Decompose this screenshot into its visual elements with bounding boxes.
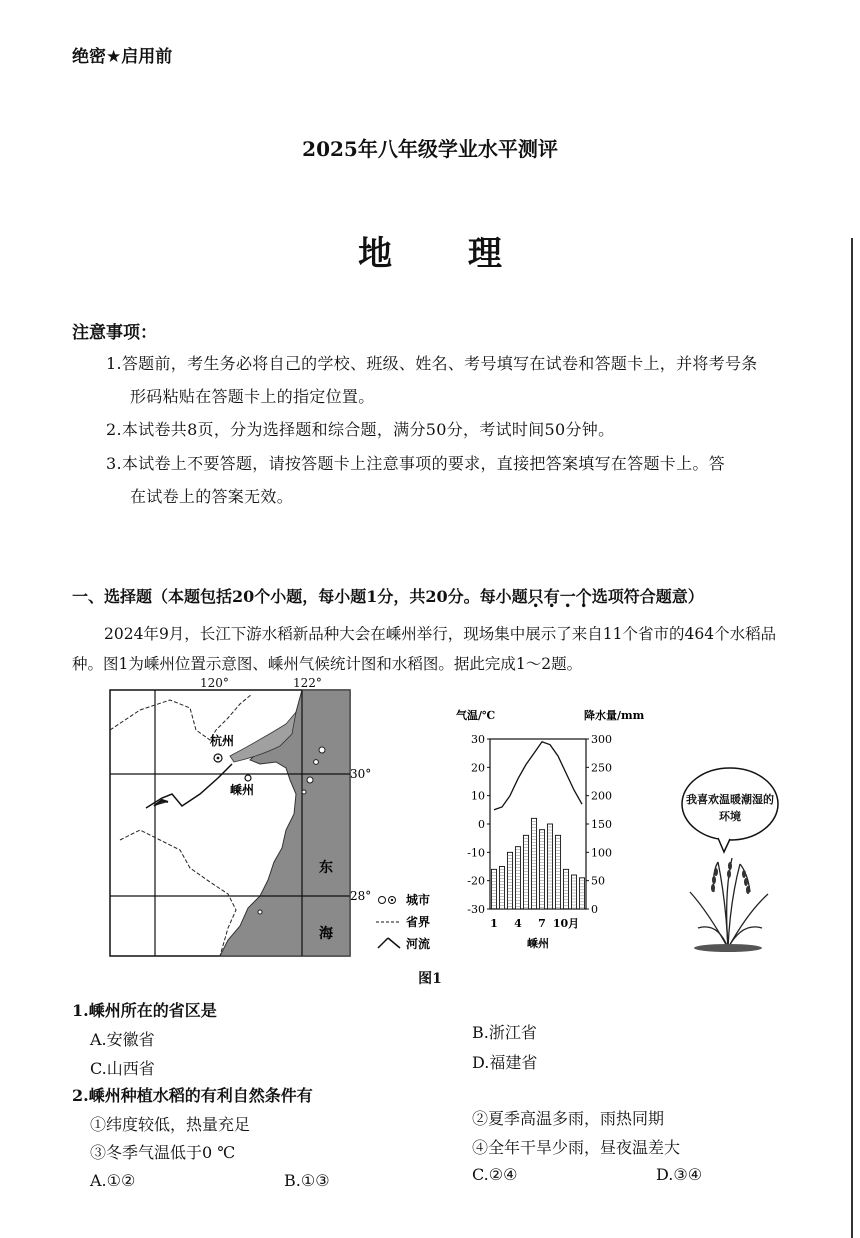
question-2-option-c[interactable]: C.②④	[472, 1165, 518, 1184]
temperature-line	[494, 742, 582, 810]
figure-caption: 图1	[418, 971, 442, 987]
city-symbol-icon	[379, 897, 386, 904]
sea-label-east: 东	[319, 860, 333, 876]
secret-label: 绝密★启用前	[72, 47, 173, 67]
binding-line	[851, 238, 853, 1238]
question-intro: 2024年9月，长江下游水稻新品种大会在嵊州举行，现场集中展示了来自11个省市的464个水稻品种。图1为嵊州位置示意图、嵊州气候统计图和水稻图。据此完成1～2题。	[72, 625, 777, 673]
precipitation-bar	[523, 835, 528, 909]
precipitation-bar	[571, 875, 576, 909]
longitude-label-122: 122°	[293, 676, 322, 690]
temperature-tick-label: -20	[467, 874, 485, 888]
map-legend	[376, 892, 430, 951]
precipitation-bar	[555, 835, 560, 909]
shengzhou-city-marker	[245, 775, 251, 781]
section-title-after: 选项符合题意）	[591, 587, 704, 606]
temperature-axis-title: 气温/℃	[456, 709, 496, 722]
section-title-before: 一、选择题（本题包括20个小题，每小题1分，共20分。每小题	[72, 587, 528, 606]
question-1-option-b[interactable]: B.浙江省	[472, 1023, 537, 1042]
legend-label-border: 省界	[406, 915, 431, 929]
precipitation-tick-label: 50	[591, 874, 605, 888]
statement-3: ③冬季气温低于0 ℃	[90, 1143, 236, 1162]
precipitation-bar	[531, 818, 536, 909]
section-title	[72, 584, 704, 607]
notice-item-3	[106, 447, 814, 513]
legend-label-city: 城市	[406, 893, 431, 907]
temperature-tick-label: 30	[471, 733, 485, 746]
city-label-hangzhou: 杭州	[210, 734, 235, 748]
notice-number: 2.	[106, 420, 122, 439]
longitude-label-120: 120°	[200, 676, 229, 690]
precipitation-tick-label: 200	[591, 789, 612, 803]
month-tick-label: 1	[490, 917, 498, 930]
question-2-stem: 2.嵊州种植水稻的有利自然条件有	[72, 1086, 313, 1105]
precipitation-axis-title: 降水量/mm	[584, 709, 645, 722]
precipitation-tick-label: 300	[591, 733, 612, 746]
statement-2: ②夏季高温多雨，雨热同期	[472, 1109, 665, 1128]
precipitation-tick-label: 0	[591, 903, 598, 916]
statement-4: ④全年干旱少雨，昼夜温差大	[472, 1138, 681, 1157]
subject-title: 地 理	[358, 234, 534, 274]
chart-title: 嵊州	[527, 937, 549, 950]
precipitation-tick-label: 100	[591, 846, 612, 860]
notice-number: 1.	[106, 354, 122, 373]
notice-number: 3.	[106, 454, 122, 473]
temperature-tick-label: 20	[471, 761, 485, 775]
temperature-tick-label: 10	[471, 789, 485, 803]
notice-item-1	[106, 347, 814, 413]
precipitation-tick-label: 250	[591, 761, 612, 775]
section-title-emphasis: 只有一个	[527, 587, 592, 606]
temperature-tick-label: -10	[467, 846, 485, 860]
exam-title: 2025年八年级学业水平测评	[302, 137, 558, 161]
latitude-label-30: 30°	[350, 767, 372, 781]
notice-item-2	[106, 413, 814, 446]
notice-text: 本试卷上不要答题，请按答题卡上注意事项的要求，直接把答案填写在答题卡上。答	[121, 454, 725, 473]
latitude-label-28: 28°	[350, 889, 372, 903]
precipitation-tick-label: 150	[591, 818, 612, 831]
question-2-option-d[interactable]: D.③④	[656, 1165, 703, 1184]
sea-label-sea: 海	[319, 926, 333, 942]
temperature-tick-label: -30	[467, 903, 485, 916]
city-label-shengzhou: 嵊州	[230, 783, 255, 797]
precipitation-bar	[547, 824, 552, 909]
question-1-option-c[interactable]: C.山西省	[90, 1059, 155, 1078]
notice-heading: 注意事项：	[72, 323, 157, 343]
legend-label-river: 河流	[406, 937, 431, 951]
question-2-option-b[interactable]: B.①③	[284, 1171, 330, 1190]
notice-text: 本试卷共8页，分为选择题和综合题，满分50分，考试时间50分钟。	[121, 420, 615, 439]
question-1-option-a[interactable]: A.安徽省	[90, 1030, 155, 1049]
question-2-option-a[interactable]: A.①②	[90, 1171, 136, 1190]
month-tick-label: 4	[514, 917, 522, 930]
month-tick-label: 7	[538, 917, 546, 930]
notice-text: 答题前，考生务必将自己的学校、班级、姓名、考号填写在试卷和答题卡上，并将考号条	[121, 354, 758, 373]
speech-bubble-text: 我喜欢温暖潮湿的环境	[686, 793, 774, 823]
location-map	[110, 690, 456, 960]
month-tick-label: 10月	[552, 917, 580, 930]
precipitation-bar	[515, 847, 520, 909]
notice-text-cont: 形码粘贴在答题卡上的指定位置。	[130, 387, 375, 406]
question-1-option-d[interactable]: D.福建省	[472, 1053, 538, 1072]
notice-text-cont: 在试卷上的答案无效。	[130, 487, 294, 506]
precipitation-bar	[579, 878, 584, 909]
temperature-tick-label: 0	[478, 818, 485, 831]
river-icon	[378, 938, 400, 948]
climate-chart	[456, 703, 645, 953]
question-1-stem: 1.嵊州所在的省区是	[72, 1001, 217, 1020]
rice-plant-illustration	[668, 752, 788, 952]
statement-1: ①纬度较低，热量充足	[90, 1115, 251, 1134]
